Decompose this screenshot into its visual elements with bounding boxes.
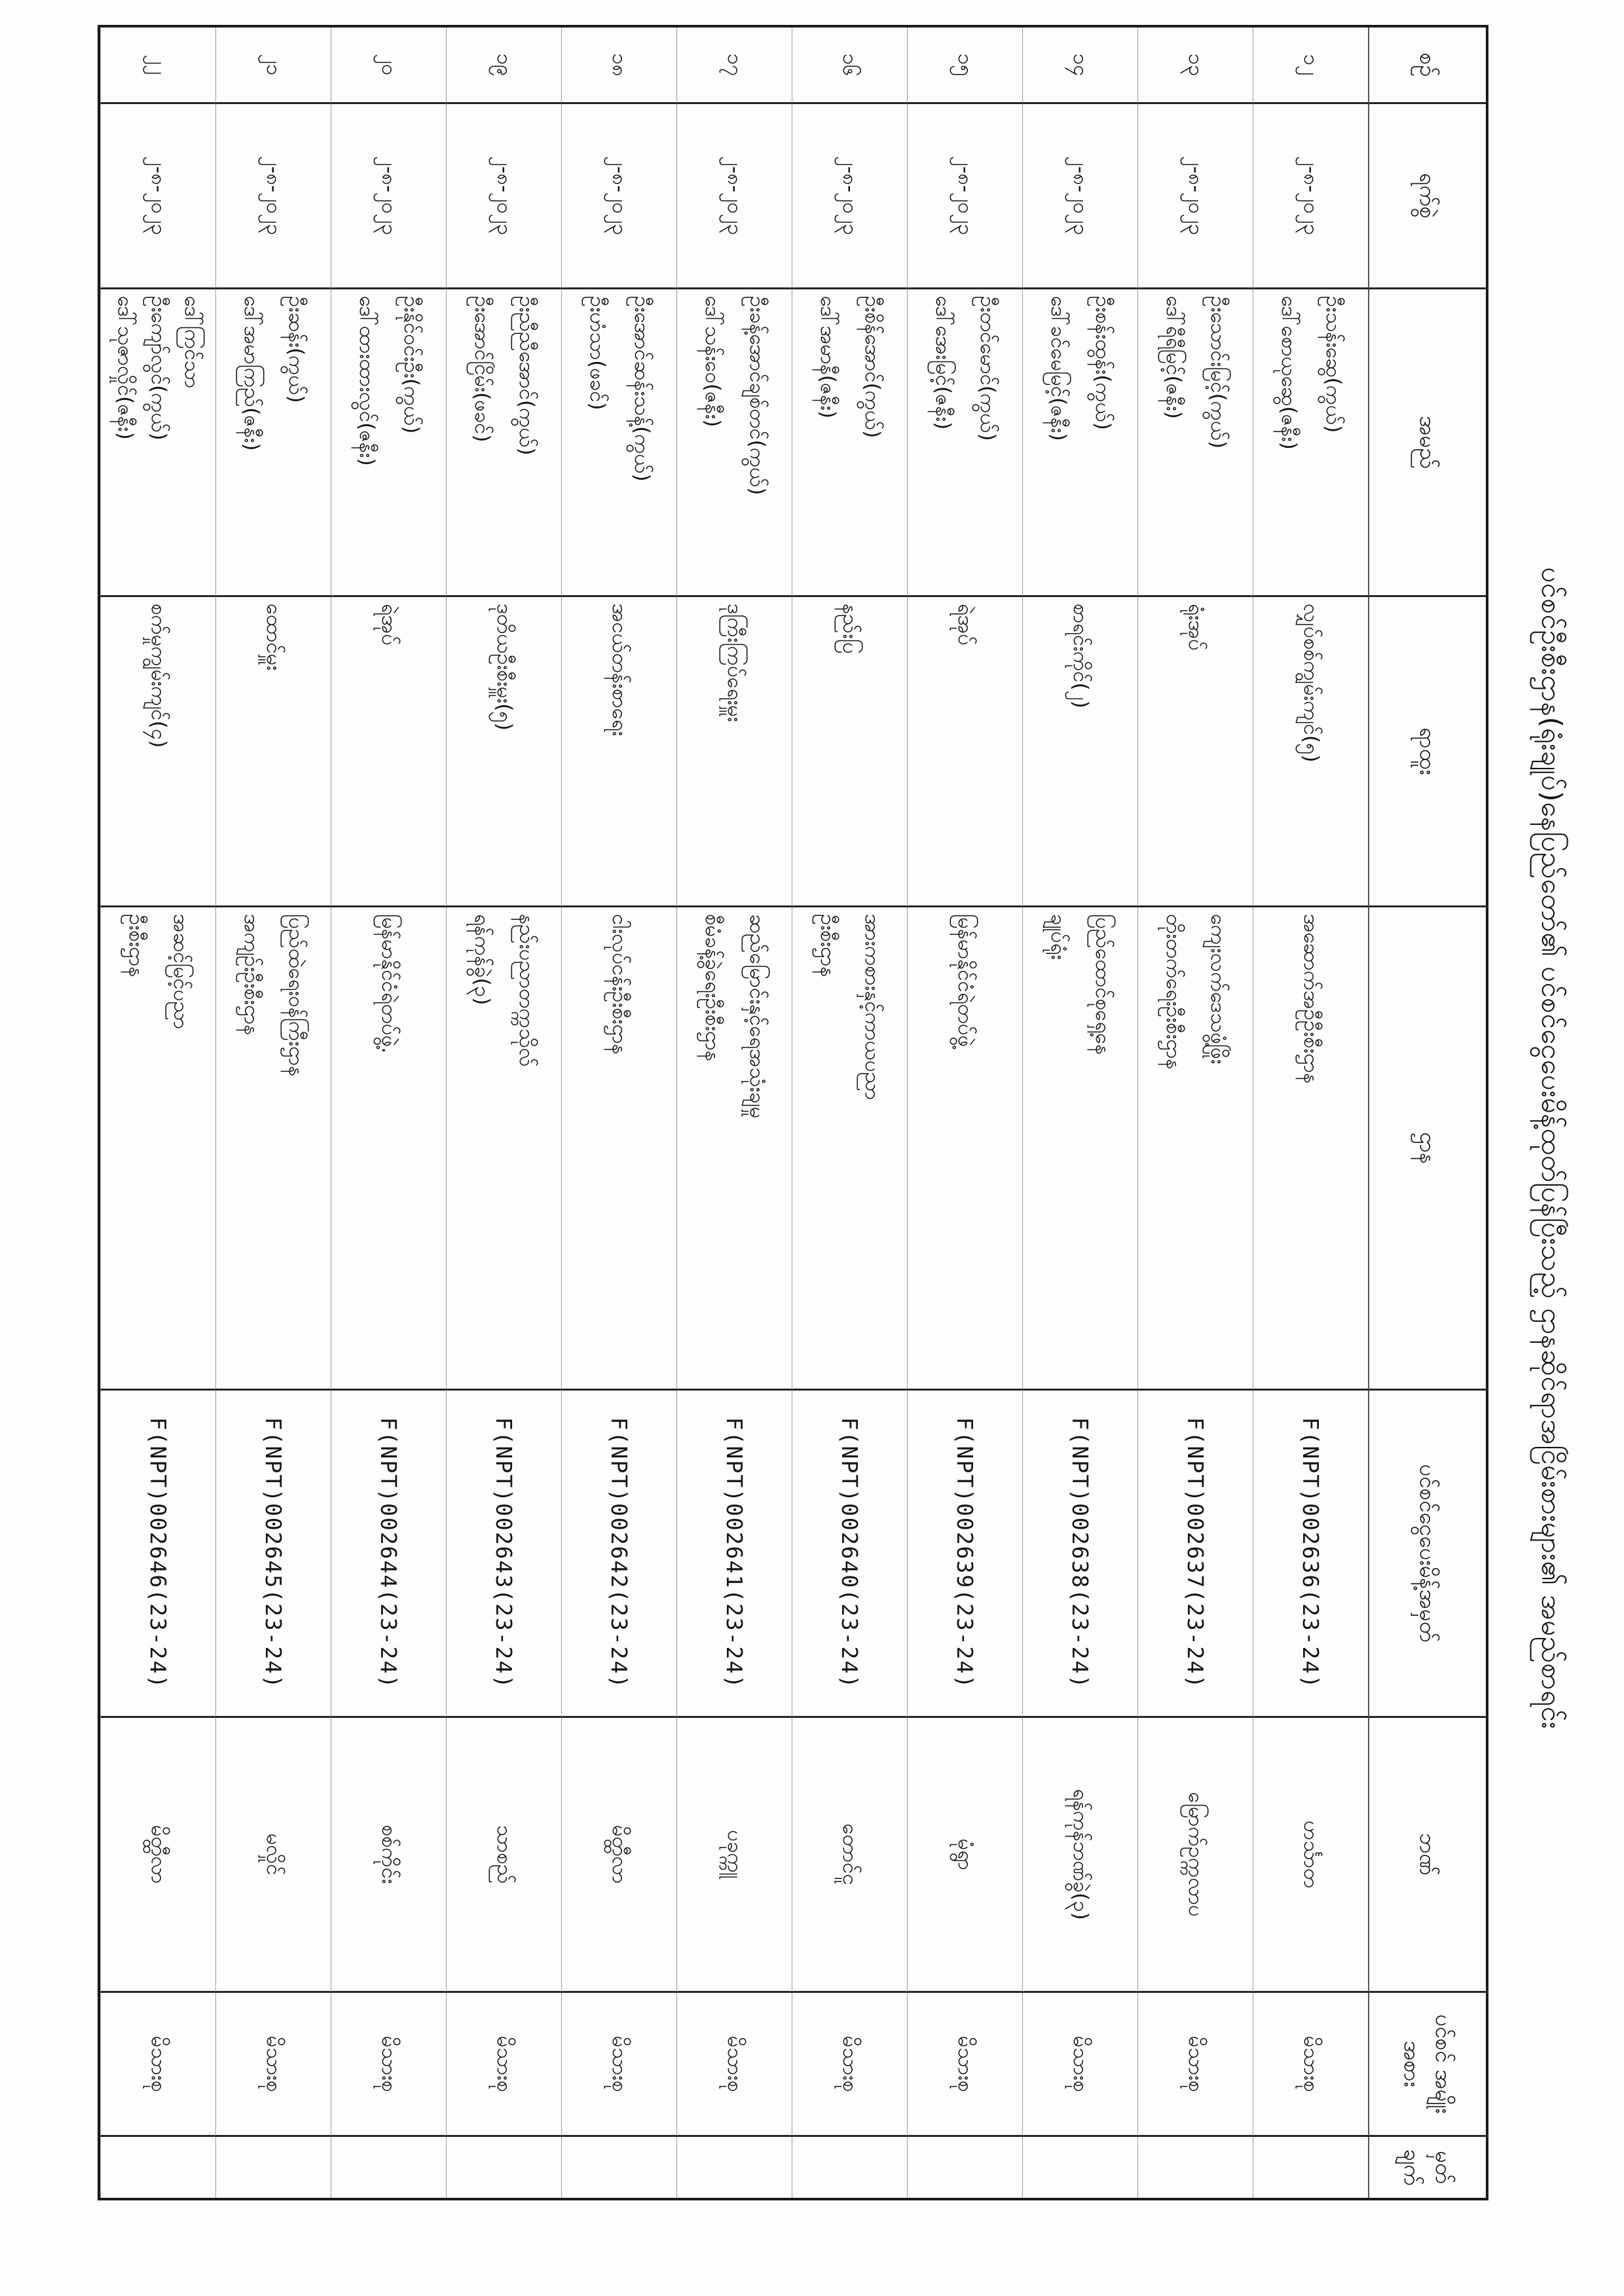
cell-serial-number: ၁၅ xyxy=(907,27,1022,104)
cell-position: ဒုတိယဦးစီးမှူး(၅) xyxy=(446,597,561,907)
cell-pension-type: မိသားစု xyxy=(215,1993,331,2137)
cell-ppo-number: F(NPT)002643(23-24) xyxy=(446,1391,561,1718)
cell-date: ၂-၈-၂၀၂၃ xyxy=(907,104,1022,289)
cell-remark xyxy=(676,2137,792,2198)
cell-department xyxy=(561,907,676,1391)
cell-remark xyxy=(1253,2137,1368,2198)
cell-date: ၂-၈-၂၀၂၃ xyxy=(676,104,792,289)
text-line: ဒေါ်အေးမြင့်(ဇနီး) xyxy=(931,296,955,430)
cell-names xyxy=(446,289,561,597)
text-line: ဦးစန်းထွန်း(ကွယ်) xyxy=(1090,296,1115,430)
cell-department xyxy=(215,907,331,1391)
cell-remark xyxy=(1137,2137,1253,2198)
cell-names xyxy=(907,289,1022,597)
cell-pension-type: မိသားစု xyxy=(907,1993,1022,2137)
text-line: ဦးအောင်ငြိမ်း(ဖခင်) xyxy=(470,296,494,443)
text-line: ဦးသောင်းမြင့်(ကွယ်) xyxy=(1206,296,1230,449)
cell-serial-number: ၁၂ xyxy=(1253,27,1368,104)
cell-date: ၂-၈-၂၀၂၃ xyxy=(215,104,331,289)
cell-department xyxy=(907,907,1022,1391)
cell-department xyxy=(1253,907,1368,1391)
text-line: ဦးတင်မောင်(ကွယ်) xyxy=(975,296,999,441)
text-line: ဦးစီးဌာန xyxy=(124,914,148,977)
cell-pension-type: မိသားစု xyxy=(446,1993,561,2137)
cell-remark xyxy=(215,2137,331,2198)
text-line: အားကစားနှင့်ကာယပညာ xyxy=(860,914,884,1101)
cell-position: ထောင်မှူး xyxy=(215,597,331,907)
cell-bank-branch: တောင်ငူ xyxy=(792,1718,907,1993)
cell-ppo-number: F(NPT)002646(23-24) xyxy=(100,1391,215,1718)
cell-position: စက်မှုကျွမ်းကျင်(၄) xyxy=(100,597,215,907)
cell-names xyxy=(792,289,907,597)
cell-bank-branch: ပခုက္ကူ xyxy=(676,1718,792,1993)
text-line: ဦးအောင်ဆန်းသန့်(ကွယ်) xyxy=(629,296,654,482)
text-line: အဆောက်အဦဦးစီးဌာန xyxy=(1299,914,1323,1084)
cell-names xyxy=(1253,289,1368,597)
cell-ppo-number: F(NPT)002639(23-24) xyxy=(907,1391,1022,1718)
pension-list-table xyxy=(98,25,1488,2200)
cell-remark xyxy=(1022,2137,1137,2198)
text-line: ဆည်မြောင်းနှင့်ရေအသုံးချမှု xyxy=(745,914,769,1119)
text-line: တိုးတက်ရေးဦးစီးဌာန xyxy=(1162,914,1185,1070)
cell-bank-branch: မုံရွာ xyxy=(907,1718,1022,1993)
cell-serial-number: ၁၉ xyxy=(446,27,561,104)
cell-position: ဒုကြီးကြပ်ရေးမှူး xyxy=(676,597,792,907)
cell-bank-branch: မိတ္ထီလာ xyxy=(100,1718,215,1993)
cell-remark xyxy=(446,2137,561,2198)
cell-date: ၂-၈-၂၀၂၃ xyxy=(446,104,561,289)
text-line: ဦးသန်းဆွေ(ကွယ်) xyxy=(1321,296,1345,433)
cell-serial-number: ၁၈ xyxy=(561,27,676,104)
cell-ppo-number: F(NPT)002637(23-24) xyxy=(1137,1391,1253,1718)
text-line: ရန်ကုန်ခွဲ(၃) xyxy=(470,914,494,1006)
cell-date: ၂-၈-၂၀၂၃ xyxy=(1253,104,1368,289)
cell-date: ၂-၈-၂၀၂၃ xyxy=(100,104,215,289)
cell-department xyxy=(676,907,792,1391)
cell-pension-type: မိသားစု xyxy=(100,1993,215,2137)
text-line: ဒေါ်စောယုဆွေ(ဇနီး) xyxy=(1277,296,1301,450)
text-line: ဒေါ်ခင်မေမြင့်(ဇနီး) xyxy=(1046,296,1070,441)
cell-remark xyxy=(561,2137,676,2198)
cell-ppo-number: F(NPT)002642(23-24) xyxy=(561,1391,676,1718)
cell-names xyxy=(561,289,676,597)
text-line: ငါးလုပ်ငန်းဦးစီးဌာန xyxy=(607,914,631,1055)
text-line: နည်းပညာတက္ကသိုလ် xyxy=(514,914,538,1067)
cell-remark xyxy=(331,2137,446,2198)
cell-serial-number: ၁၆ xyxy=(792,27,907,104)
text-line: ဦးကျော်လွင်(ကွယ်) xyxy=(146,296,170,441)
text-line: အဆင့်မြင့်ပညာ xyxy=(168,914,193,1030)
text-line: ဒေါ်ကြင်သာ xyxy=(179,296,204,389)
cell-pension-type: မိသားစု xyxy=(1022,1993,1137,2137)
cell-serial-number: ၂၀ xyxy=(331,27,446,104)
cell-bank-branch: သာစည် xyxy=(446,1718,561,1993)
cell-position: စာရင်းကိုင်(၂) xyxy=(1022,597,1137,907)
text-line: ဒေါ်ရီရီမြင့်(ဇနီး) xyxy=(1162,296,1185,420)
text-line: ကျေးလက်ဒေသဖွံ့ဖြိုး xyxy=(1206,914,1230,1065)
cell-position: အငယ်တန်းစာရေး xyxy=(561,597,676,907)
column-header-serial: စဉ် xyxy=(1368,27,1486,104)
cell-bank-branch: ရန်ကုန်ဘဏ်ခွဲ(၃) xyxy=(1022,1718,1137,1993)
text-line: ဦးဟံသာ(ဖခင်) xyxy=(585,296,609,410)
cell-names xyxy=(100,289,215,597)
text-line: ဦးစီးဌာန xyxy=(816,914,840,977)
cell-department xyxy=(446,907,561,1391)
cell-ppo-number: F(NPT)002641(23-24) xyxy=(676,1391,792,1718)
cell-pension-type: မိသားစု xyxy=(331,1993,446,2137)
cell-pension-type: မိသားစု xyxy=(676,1993,792,2137)
text-line: ဦးညီညီအောင်(ကွယ်) xyxy=(514,296,538,456)
column-header-remark: မှတ် ချက် xyxy=(1368,2137,1486,2198)
text-line: ဒေါ်အမာနီ(ဇနီး) xyxy=(816,296,840,419)
text-line: မြန်မာနိုင်ငံရဲတပ်ဖွဲ့. xyxy=(377,914,401,1054)
column-header-department: ဌာန xyxy=(1368,907,1486,1391)
text-line: ပြည်ထောင်စုရှေ့နေ xyxy=(1090,914,1115,1055)
cell-ppo-number: F(NPT)002644(23-24) xyxy=(331,1391,446,1718)
text-line: မြန်မာနိုင်ငံရဲတပ်ဖွဲ့ xyxy=(953,914,977,1048)
cell-ppo-number: F(NPT)002636(23-24) xyxy=(1253,1391,1368,1718)
cell-bank-branch: မိတ္ထီလာ xyxy=(561,1718,676,1993)
text-line: ဒေါ်ထားထားလွင်(ဇနီး) xyxy=(355,296,378,466)
cell-names xyxy=(1022,289,1137,597)
text-line: ဒေါ်သုဇာလှိုင်(ဇနီး) xyxy=(113,296,137,440)
cell-bank-branch: မလှိုင် xyxy=(215,1718,331,1993)
cell-department xyxy=(1137,907,1253,1391)
text-line: ပြည်ထဲရေးဝန်ကြီးဌာန xyxy=(284,914,308,1077)
text-line: ဦးခန့်အောင်ချစ်တင်(ကွယ်) xyxy=(745,296,769,496)
text-line: ဒေါ်သန်းဝေ(ဇနီး) xyxy=(701,296,724,428)
cell-names xyxy=(215,289,331,597)
cell-remark xyxy=(100,2137,215,2198)
text-line: စီမံခန့်ခွဲရေးဦးစီးဌာန xyxy=(701,914,724,1061)
text-line: ဦးစိန်အောင်(ကွယ်) xyxy=(860,296,884,439)
cell-bank-branch: စစ်ကိုင်း xyxy=(331,1718,446,1993)
cell-names xyxy=(1137,289,1253,597)
cell-pension-type: မိသားစု xyxy=(1253,1993,1368,2137)
cell-department xyxy=(100,907,215,1391)
cell-names xyxy=(676,289,792,597)
cell-bank-branch: ဟင်္သာတ xyxy=(1253,1718,1368,1993)
column-header-ppo-number: ပင်စင်ငွေပေးမိန့်အမှတ် xyxy=(1368,1391,1486,1718)
column-header-bank: ဘဏ် xyxy=(1368,1718,1486,1993)
column-header-position: ရာထူး xyxy=(1368,597,1486,907)
text-line: ချုပ်ရုံး xyxy=(1046,914,1070,960)
cell-position: ရဲအုပ် xyxy=(907,597,1022,907)
cell-pension-type: မိသားစု xyxy=(561,1993,676,2137)
cell-serial-number: ၁၄ xyxy=(1022,27,1137,104)
text-line: ဒေါ်အမာကြည်(ဇနီး) xyxy=(240,296,263,451)
cell-remark xyxy=(907,2137,1022,2198)
cell-department xyxy=(1022,907,1137,1391)
cell-remark xyxy=(792,2137,907,2198)
document-title: ပင်စင်ဦးစီးဌာန(ရုံးချုပ်)နေပြည်တော်၏ ပင်စင်ငွေပေးမိန့်ထုတ်ပြန်ပြီးသည့် ဌာနဆိုင်ရာအငြိမ်းစားများ၏ အမည်စာရင်း xyxy=(1536,567,1568,1729)
cell-date: ၂-၈-၂၀၂၃ xyxy=(331,104,446,289)
cell-date: ၂-၈-၂၀၂၃ xyxy=(792,104,907,289)
cell-department xyxy=(331,907,446,1391)
column-header-name: အမည် xyxy=(1368,289,1486,597)
cell-ppo-number: F(NPT)002638(23-24) xyxy=(1022,1391,1137,1718)
cell-position: နည်းပြ xyxy=(792,597,907,907)
cell-pension-type: မိသားစု xyxy=(1137,1993,1253,2137)
cell-names xyxy=(331,289,446,597)
cell-ppo-number: F(NPT)002640(23-24) xyxy=(792,1391,907,1718)
cell-position: လျှပ်စစ်ကျွမ်းကျင်(၅) xyxy=(1253,597,1368,907)
cell-date: ၂-၈-၂၀၂၃ xyxy=(561,104,676,289)
text-line: ဦးနိုင်ဝင်းဦး(ကွယ်) xyxy=(399,296,423,434)
text-line: အကျဉ်းဦးစီးဌာန xyxy=(240,914,263,1036)
cell-bank-branch: မြောက်ဥက္ကလာပ xyxy=(1137,1718,1253,1993)
cell-date: ၂-၈-၂၀၂၃ xyxy=(1137,104,1253,289)
cell-department xyxy=(792,907,907,1391)
cell-serial-number: ၁၃ xyxy=(1137,27,1253,104)
cell-serial-number: ၂၁ xyxy=(215,27,331,104)
text-line: ဦးဆန်း(ကွယ်) xyxy=(284,296,308,403)
cell-serial-number: ၁၇ xyxy=(676,27,792,104)
cell-ppo-number: F(NPT)002645(23-24) xyxy=(215,1391,331,1718)
cell-date: ၂-၈-၂၀၂၃ xyxy=(1022,104,1137,289)
column-header-pension-type: ပင်စင် အမျိုးအစား xyxy=(1368,1993,1486,2137)
cell-pension-type: မိသားစု xyxy=(792,1993,907,2137)
cell-serial-number: ၂၂ xyxy=(100,27,215,104)
column-header-date: ရက်စွဲ xyxy=(1368,104,1486,289)
cell-position: ရုံးအုပ် xyxy=(1137,597,1253,907)
cell-position: ရဲအုပ် xyxy=(331,597,446,907)
